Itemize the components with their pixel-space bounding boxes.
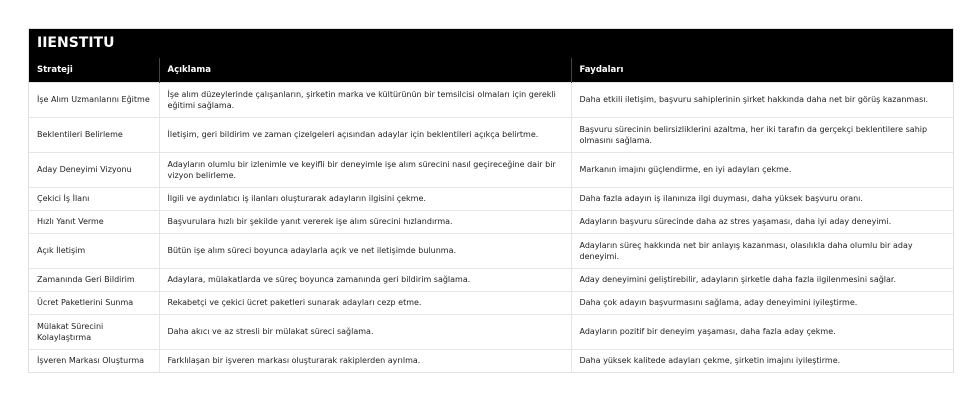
cell-strategy: Mülakat Sürecini Kolaylaştırma xyxy=(29,315,159,350)
cell-benefits: Markanın imajını güçlendirme, en iyi adayları çekme. xyxy=(571,153,953,188)
brand-title: IIENSTITU xyxy=(29,29,953,58)
cell-benefits: Daha yüksek kalitede adayları çekme, şirketin imajını iyileştirme. xyxy=(571,350,953,373)
table-row xyxy=(29,211,953,234)
cell-description: Rekabetçi ve çekici ücret paketleri sunarak adayları cezp etme. xyxy=(159,292,571,315)
table-row xyxy=(29,153,953,188)
cell-description: İletişim, geri bildirim ve zaman çizelgeleri açısından adaylar için beklentileri açıkça belirtme. xyxy=(159,118,571,153)
cell-benefits: Daha etkili iletişim, başvuru sahiplerinin şirket hakkında daha net bir görüş kazanması. xyxy=(571,83,953,118)
cell-strategy: Açık İletişim xyxy=(29,234,159,269)
cell-benefits: Daha fazla adayın iş ilanınıza ilgi duyması, daha yüksek başvuru oranı. xyxy=(571,188,953,211)
table-header-row xyxy=(29,58,953,83)
table-row xyxy=(29,350,953,373)
cell-strategy: Hızlı Yanıt Verme xyxy=(29,211,159,234)
cell-description: Daha akıcı ve az stresli bir mülakat süreci sağlama. xyxy=(159,315,571,350)
cell-description: Bütün işe alım süreci boyunca adaylarla açık ve net iletişimde bulunma. xyxy=(159,234,571,269)
cell-strategy: Zamanında Geri Bildirim xyxy=(29,269,159,292)
cell-strategy: Çekici İş İlanı xyxy=(29,188,159,211)
header-strategy: Strateji xyxy=(29,58,159,83)
cell-benefits: Aday deneyimini geliştirebilir, adayların şirketle daha fazla ilgilenmesini sağlar. xyxy=(571,269,953,292)
strategy-table-card xyxy=(28,28,954,373)
cell-strategy: Aday Deneyimi Vizyonu xyxy=(29,153,159,188)
table-row xyxy=(29,269,953,292)
cell-benefits: Adayların pozitif bir deneyim yaşaması, daha fazla aday çekme. xyxy=(571,315,953,350)
cell-strategy: İşe Alım Uzmanlarını Eğitme xyxy=(29,83,159,118)
cell-benefits: Başvuru sürecinin belirsizliklerini azaltma, her iki tarafın da gerçekçi beklentilere sahip olmasını sağlama. xyxy=(571,118,953,153)
table-row xyxy=(29,83,953,118)
cell-benefits: Daha çok adayın başvurmasını sağlama, aday deneyimini iyileştirme. xyxy=(571,292,953,315)
cell-description: İşe alım düzeylerinde çalışanların, şirketin marka ve kültürünün bir temsilcisi olmaları için gerekli eğitimi sağlama. xyxy=(159,83,571,118)
table-row xyxy=(29,118,953,153)
cell-description: Farklılaşan bir işveren markası oluşturarak rakiplerden ayrılma. xyxy=(159,350,571,373)
header-description: Açıklama xyxy=(159,58,571,83)
header-benefits: Faydaları xyxy=(571,58,953,83)
table-row xyxy=(29,292,953,315)
strategy-table xyxy=(29,58,953,372)
cell-description: İlgili ve aydınlatıcı iş ilanları oluşturarak adayların ilgisini çekme. xyxy=(159,188,571,211)
cell-benefits: Adayların başvuru sürecinde daha az stres yaşaması, daha iyi aday deneyimi. xyxy=(571,211,953,234)
cell-description: Adayların olumlu bir izlenimle ve keyifli bir deneyimle işe alım sürecini nasıl geçireceğine dair bir vizyon belirleme. xyxy=(159,153,571,188)
cell-description: Başvurulara hızlı bir şekilde yanıt vererek işe alım sürecini hızlandırma. xyxy=(159,211,571,234)
cell-benefits: Adayların süreç hakkında net bir anlayış kazanması, olasılıkla daha olumlu bir aday deneyimi. xyxy=(571,234,953,269)
cell-strategy: Beklentileri Belirleme xyxy=(29,118,159,153)
cell-description: Adaylara, mülakatlarda ve süreç boyunca zamanında geri bildirim sağlama. xyxy=(159,269,571,292)
table-row xyxy=(29,188,953,211)
table-row xyxy=(29,234,953,269)
table-row xyxy=(29,315,953,350)
cell-strategy: Ücret Paketlerini Sunma xyxy=(29,292,159,315)
cell-strategy: İşveren Markası Oluşturma xyxy=(29,350,159,373)
